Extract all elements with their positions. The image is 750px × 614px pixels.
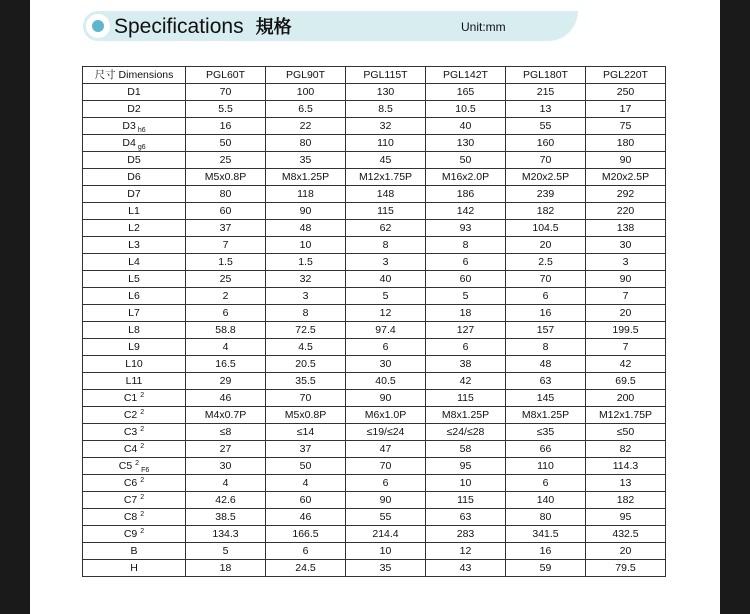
table-cell: 138 [586, 220, 666, 237]
table-cell: 42.6 [186, 492, 266, 509]
table-cell: 40 [346, 271, 426, 288]
table-cell: M6x1.0P [346, 407, 426, 424]
table-row [83, 186, 666, 203]
table-cell: 55 [506, 118, 586, 135]
column-header: PGL90T [266, 67, 346, 84]
table-cell: 59 [506, 560, 586, 577]
row-label-text: D7 [127, 188, 141, 200]
table-cell: 60 [266, 492, 346, 509]
table-cell: 115 [426, 492, 506, 509]
row-label [83, 237, 186, 254]
table-cell: 63 [506, 373, 586, 390]
table-cell: 199.5 [586, 322, 666, 339]
table-cell: 130 [426, 135, 506, 152]
table-cell: 200 [586, 390, 666, 407]
row-label [83, 407, 186, 424]
row-label-subscript: h6 [137, 127, 146, 135]
table-cell: 69.5 [586, 373, 666, 390]
table-cell: 46 [266, 509, 346, 526]
row-label [83, 271, 186, 288]
row-label-subscript: F6 [141, 467, 150, 475]
row-label [83, 254, 186, 271]
table-cell: ≤8 [186, 424, 266, 441]
table-row [83, 390, 666, 407]
table-cell: 180 [586, 135, 666, 152]
unit-label: Unit:mm [461, 20, 506, 34]
row-label-text: C6 [123, 477, 138, 489]
table-cell: 82 [586, 441, 666, 458]
table-cell: 1.5 [186, 254, 266, 271]
table-cell: 70 [506, 271, 586, 288]
table-row [83, 458, 666, 475]
table-cell: 10.5 [426, 101, 506, 118]
table-cell: 142 [426, 203, 506, 220]
row-label-superscript: 2 [140, 493, 145, 501]
table-cell: 80 [186, 186, 266, 203]
table-cell: 6 [426, 254, 506, 271]
table-cell: M16x2.0P [426, 169, 506, 186]
table-row [83, 271, 666, 288]
table-cell: 166.5 [266, 526, 346, 543]
specifications-table [82, 66, 666, 577]
table-cell: 5 [186, 543, 266, 560]
table-cell: 22 [266, 118, 346, 135]
table-cell: ≤35 [506, 424, 586, 441]
column-header: PGL60T [186, 67, 266, 84]
table-row [83, 135, 666, 152]
table-cell: 70 [346, 458, 426, 475]
table-row [83, 526, 666, 543]
title-cn: 規格 [255, 17, 292, 37]
row-label-superscript: 2 [140, 425, 145, 433]
table-cell: 35 [266, 152, 346, 169]
table-cell: 37 [186, 220, 266, 237]
table-cell: ≤50 [586, 424, 666, 441]
spec-page [30, 0, 720, 614]
table-cell: 182 [506, 203, 586, 220]
table-cell: 148 [346, 186, 426, 203]
table-cell: 118 [266, 186, 346, 203]
table-cell: M12x1.75P [346, 169, 426, 186]
table-cell: 42 [426, 373, 506, 390]
table-row [83, 322, 666, 339]
table-cell: 30 [586, 237, 666, 254]
table-row [83, 169, 666, 186]
table-cell: M8x1.25P [506, 407, 586, 424]
column-header: 尺寸 Dimensions [83, 67, 186, 84]
table-cell: 160 [506, 135, 586, 152]
table-row [83, 84, 666, 101]
table-cell: 5 [426, 288, 506, 305]
table-row [83, 305, 666, 322]
table-row [83, 339, 666, 356]
table-cell: 157 [506, 322, 586, 339]
row-label [83, 458, 186, 475]
row-label [83, 441, 186, 458]
table-cell: 30 [346, 356, 426, 373]
row-label [83, 305, 186, 322]
row-label [83, 135, 186, 152]
section-title [114, 13, 292, 39]
table-cell: 127 [426, 322, 506, 339]
table-cell: M20x2.5P [586, 169, 666, 186]
table-row [83, 373, 666, 390]
table-cell: 50 [186, 135, 266, 152]
table-cell: 35.5 [266, 373, 346, 390]
table-cell: 145 [506, 390, 586, 407]
table-cell: 6 [186, 305, 266, 322]
row-label-text: L6 [128, 290, 140, 302]
table-row [83, 424, 666, 441]
row-label-text: D5 [127, 154, 141, 166]
table-cell: M8x1.25P [426, 407, 506, 424]
table-row [83, 237, 666, 254]
table-row [83, 356, 666, 373]
row-label [83, 322, 186, 339]
table-cell: 8 [346, 237, 426, 254]
row-label-superscript: 2 [135, 459, 140, 467]
table-cell: 90 [586, 271, 666, 288]
table-cell: 58.8 [186, 322, 266, 339]
table-cell: 7 [586, 288, 666, 305]
table-cell: M12x1.75P [586, 407, 666, 424]
table-cell: 6 [346, 339, 426, 356]
table-cell: 80 [266, 135, 346, 152]
row-label [83, 356, 186, 373]
table-cell: 115 [346, 203, 426, 220]
table-cell: 5.5 [186, 101, 266, 118]
table-cell: 29 [186, 373, 266, 390]
row-label [83, 203, 186, 220]
table-cell: 10 [426, 475, 506, 492]
table-cell: 20 [586, 305, 666, 322]
row-label-text: L8 [128, 324, 140, 336]
table-cell: 6 [506, 288, 586, 305]
table-cell: 292 [586, 186, 666, 203]
column-header: PGL142T [426, 67, 506, 84]
table-row [83, 118, 666, 135]
row-label-superscript: 2 [140, 408, 145, 416]
table-cell: 10 [346, 543, 426, 560]
table-cell: 48 [506, 356, 586, 373]
table-cell: 37 [266, 441, 346, 458]
table-cell: 90 [346, 390, 426, 407]
table-cell: 8 [426, 237, 506, 254]
table-cell: 5 [346, 288, 426, 305]
table-cell: 55 [346, 509, 426, 526]
table-cell: 12 [346, 305, 426, 322]
row-label [83, 492, 186, 509]
table-cell: 341.5 [506, 526, 586, 543]
table-cell: ≤19/≤24 [346, 424, 426, 441]
row-label-text: D6 [127, 171, 141, 183]
table-cell: 60 [186, 203, 266, 220]
row-label-text: C7 [123, 494, 138, 506]
table-cell: 114.3 [586, 458, 666, 475]
table-cell: 6 [426, 339, 506, 356]
row-label-superscript: 2 [140, 510, 145, 518]
row-label [83, 152, 186, 169]
table-row [83, 407, 666, 424]
row-label [83, 118, 186, 135]
table-cell: 3 [346, 254, 426, 271]
row-label-text: D2 [127, 103, 141, 115]
table-cell: 90 [586, 152, 666, 169]
table-cell: 17 [586, 101, 666, 118]
row-label [83, 220, 186, 237]
row-label-text: L1 [128, 205, 140, 217]
table-cell: 16 [506, 305, 586, 322]
table-cell: 239 [506, 186, 586, 203]
table-row [83, 475, 666, 492]
table-row [83, 543, 666, 560]
table-cell: 140 [506, 492, 586, 509]
table-row [83, 509, 666, 526]
row-label-text: L5 [128, 273, 140, 285]
table-cell: 165 [426, 84, 506, 101]
table-row [83, 492, 666, 509]
table-cell: 63 [426, 509, 506, 526]
table-cell: M8x1.25P [266, 169, 346, 186]
table-cell: 16 [186, 118, 266, 135]
table-cell: 50 [426, 152, 506, 169]
table-cell: M20x2.5P [506, 169, 586, 186]
title-en: Specifications [114, 15, 244, 38]
row-label-text: L4 [128, 256, 140, 268]
row-label-text: C3 [123, 426, 138, 438]
table-cell: 45 [346, 152, 426, 169]
row-label [83, 84, 186, 101]
table-cell: 95 [586, 509, 666, 526]
table-cell: 8 [506, 339, 586, 356]
table-row [83, 288, 666, 305]
table-cell: 32 [346, 118, 426, 135]
table-cell: 182 [586, 492, 666, 509]
table-cell: M5x0.8P [266, 407, 346, 424]
table-cell: 27 [186, 441, 266, 458]
row-label [83, 424, 186, 441]
table-cell: 38 [426, 356, 506, 373]
table-cell: 110 [346, 135, 426, 152]
row-label [83, 509, 186, 526]
table-cell: 30 [186, 458, 266, 475]
table-cell: 8 [266, 305, 346, 322]
table-cell: 24.5 [266, 560, 346, 577]
table-cell: 115 [426, 390, 506, 407]
table-cell: 4 [266, 475, 346, 492]
table-cell: 220 [586, 203, 666, 220]
table-header-row [83, 67, 666, 84]
table-cell: 50 [266, 458, 346, 475]
table-cell: 13 [586, 475, 666, 492]
table-cell: 70 [506, 152, 586, 169]
table-cell: 66 [506, 441, 586, 458]
table-cell: 38.5 [186, 509, 266, 526]
table-cell: 250 [586, 84, 666, 101]
row-label [83, 169, 186, 186]
table-cell: 10 [266, 237, 346, 254]
row-label [83, 475, 186, 492]
table-cell: 90 [346, 492, 426, 509]
table-cell: 13 [506, 101, 586, 118]
table-cell: 6 [506, 475, 586, 492]
table-cell: 283 [426, 526, 506, 543]
row-label [83, 186, 186, 203]
table-cell: 79.5 [586, 560, 666, 577]
row-label-text: C1 [123, 392, 138, 404]
table-cell: 1.5 [266, 254, 346, 271]
table-cell: 48 [266, 220, 346, 237]
table-cell: 25 [186, 271, 266, 288]
row-label [83, 543, 186, 560]
table-cell: 8.5 [346, 101, 426, 118]
table-cell: 72.5 [266, 322, 346, 339]
row-label-subscript: g6 [137, 144, 146, 152]
table-cell: 80 [506, 509, 586, 526]
table-cell: 40 [426, 118, 506, 135]
row-label [83, 560, 186, 577]
row-label-text: C2 [123, 409, 138, 421]
table-cell: 104.5 [506, 220, 586, 237]
row-label-text: H [130, 562, 138, 574]
table-cell: 3 [266, 288, 346, 305]
table-cell: 32 [266, 271, 346, 288]
row-label [83, 526, 186, 543]
table-row [83, 152, 666, 169]
column-header: PGL115T [346, 67, 426, 84]
row-label-text: D1 [127, 86, 141, 98]
row-label-text: L2 [128, 222, 140, 234]
row-label [83, 101, 186, 118]
table-cell: 4.5 [266, 339, 346, 356]
table-cell: 100 [266, 84, 346, 101]
table-cell: 130 [346, 84, 426, 101]
specifications-table-body [83, 67, 666, 577]
table-cell: 93 [426, 220, 506, 237]
row-label-text: L3 [128, 239, 140, 251]
row-label-text: L10 [125, 358, 143, 370]
table-cell: 97.4 [346, 322, 426, 339]
row-label-superscript: 2 [140, 527, 145, 535]
row-label-superscript: 2 [140, 391, 145, 399]
table-cell: 134.3 [186, 526, 266, 543]
table-row [83, 203, 666, 220]
table-cell: 12 [426, 543, 506, 560]
table-cell: 75 [586, 118, 666, 135]
table-cell: 6 [346, 475, 426, 492]
row-label-text: L7 [128, 307, 140, 319]
table-cell: 20.5 [266, 356, 346, 373]
table-cell: 20 [506, 237, 586, 254]
table-cell: 60 [426, 271, 506, 288]
table-cell: 7 [186, 237, 266, 254]
row-label [83, 373, 186, 390]
table-cell: M4x0.7P [186, 407, 266, 424]
table-cell: 43 [426, 560, 506, 577]
table-cell: 47 [346, 441, 426, 458]
table-cell: 7 [586, 339, 666, 356]
table-cell: 18 [426, 305, 506, 322]
table-cell: 214.4 [346, 526, 426, 543]
table-cell: 90 [266, 203, 346, 220]
row-label-text: C9 [123, 528, 138, 540]
table-cell: 2.5 [506, 254, 586, 271]
table-cell: 40.5 [346, 373, 426, 390]
table-row [83, 560, 666, 577]
row-label-text: L9 [128, 341, 140, 353]
table-cell: 4 [186, 475, 266, 492]
table-cell: 58 [426, 441, 506, 458]
table-cell: 6 [266, 543, 346, 560]
table-cell: ≤14 [266, 424, 346, 441]
table-cell: 432.5 [586, 526, 666, 543]
table-cell: M5x0.8P [186, 169, 266, 186]
row-label-text: D4 [122, 137, 136, 149]
table-row [83, 441, 666, 458]
row-label-text: C4 [123, 443, 138, 455]
table-row [83, 220, 666, 237]
table-cell: 2 [186, 288, 266, 305]
section-header [83, 11, 578, 41]
row-label-superscript: 2 [140, 442, 145, 450]
table-cell: 186 [426, 186, 506, 203]
column-header: PGL180T [506, 67, 586, 84]
table-cell: 35 [346, 560, 426, 577]
row-label-text: C8 [123, 511, 138, 523]
bullet-circle-icon [86, 14, 110, 38]
table-cell: 110 [506, 458, 586, 475]
table-cell: 42 [586, 356, 666, 373]
table-cell: 46 [186, 390, 266, 407]
row-label-text: C5 [118, 460, 133, 472]
table-cell: 70 [186, 84, 266, 101]
table-cell: ≤24/≤28 [426, 424, 506, 441]
table-cell: 3 [586, 254, 666, 271]
row-label [83, 288, 186, 305]
row-label-superscript: 2 [140, 476, 145, 484]
table-row [83, 101, 666, 118]
table-row [83, 254, 666, 271]
table-cell: 16 [506, 543, 586, 560]
table-cell: 70 [266, 390, 346, 407]
table-cell: 20 [586, 543, 666, 560]
table-cell: 25 [186, 152, 266, 169]
row-label-text: L11 [125, 375, 143, 387]
table-cell: 62 [346, 220, 426, 237]
row-label-text: B [130, 545, 138, 557]
table-cell: 18 [186, 560, 266, 577]
table-cell: 4 [186, 339, 266, 356]
row-label-text: D3 [122, 120, 136, 132]
row-label [83, 390, 186, 407]
table-cell: 6.5 [266, 101, 346, 118]
table-cell: 215 [506, 84, 586, 101]
row-label [83, 339, 186, 356]
table-cell: 16.5 [186, 356, 266, 373]
column-header: PGL220T [586, 67, 666, 84]
table-cell: 95 [426, 458, 506, 475]
